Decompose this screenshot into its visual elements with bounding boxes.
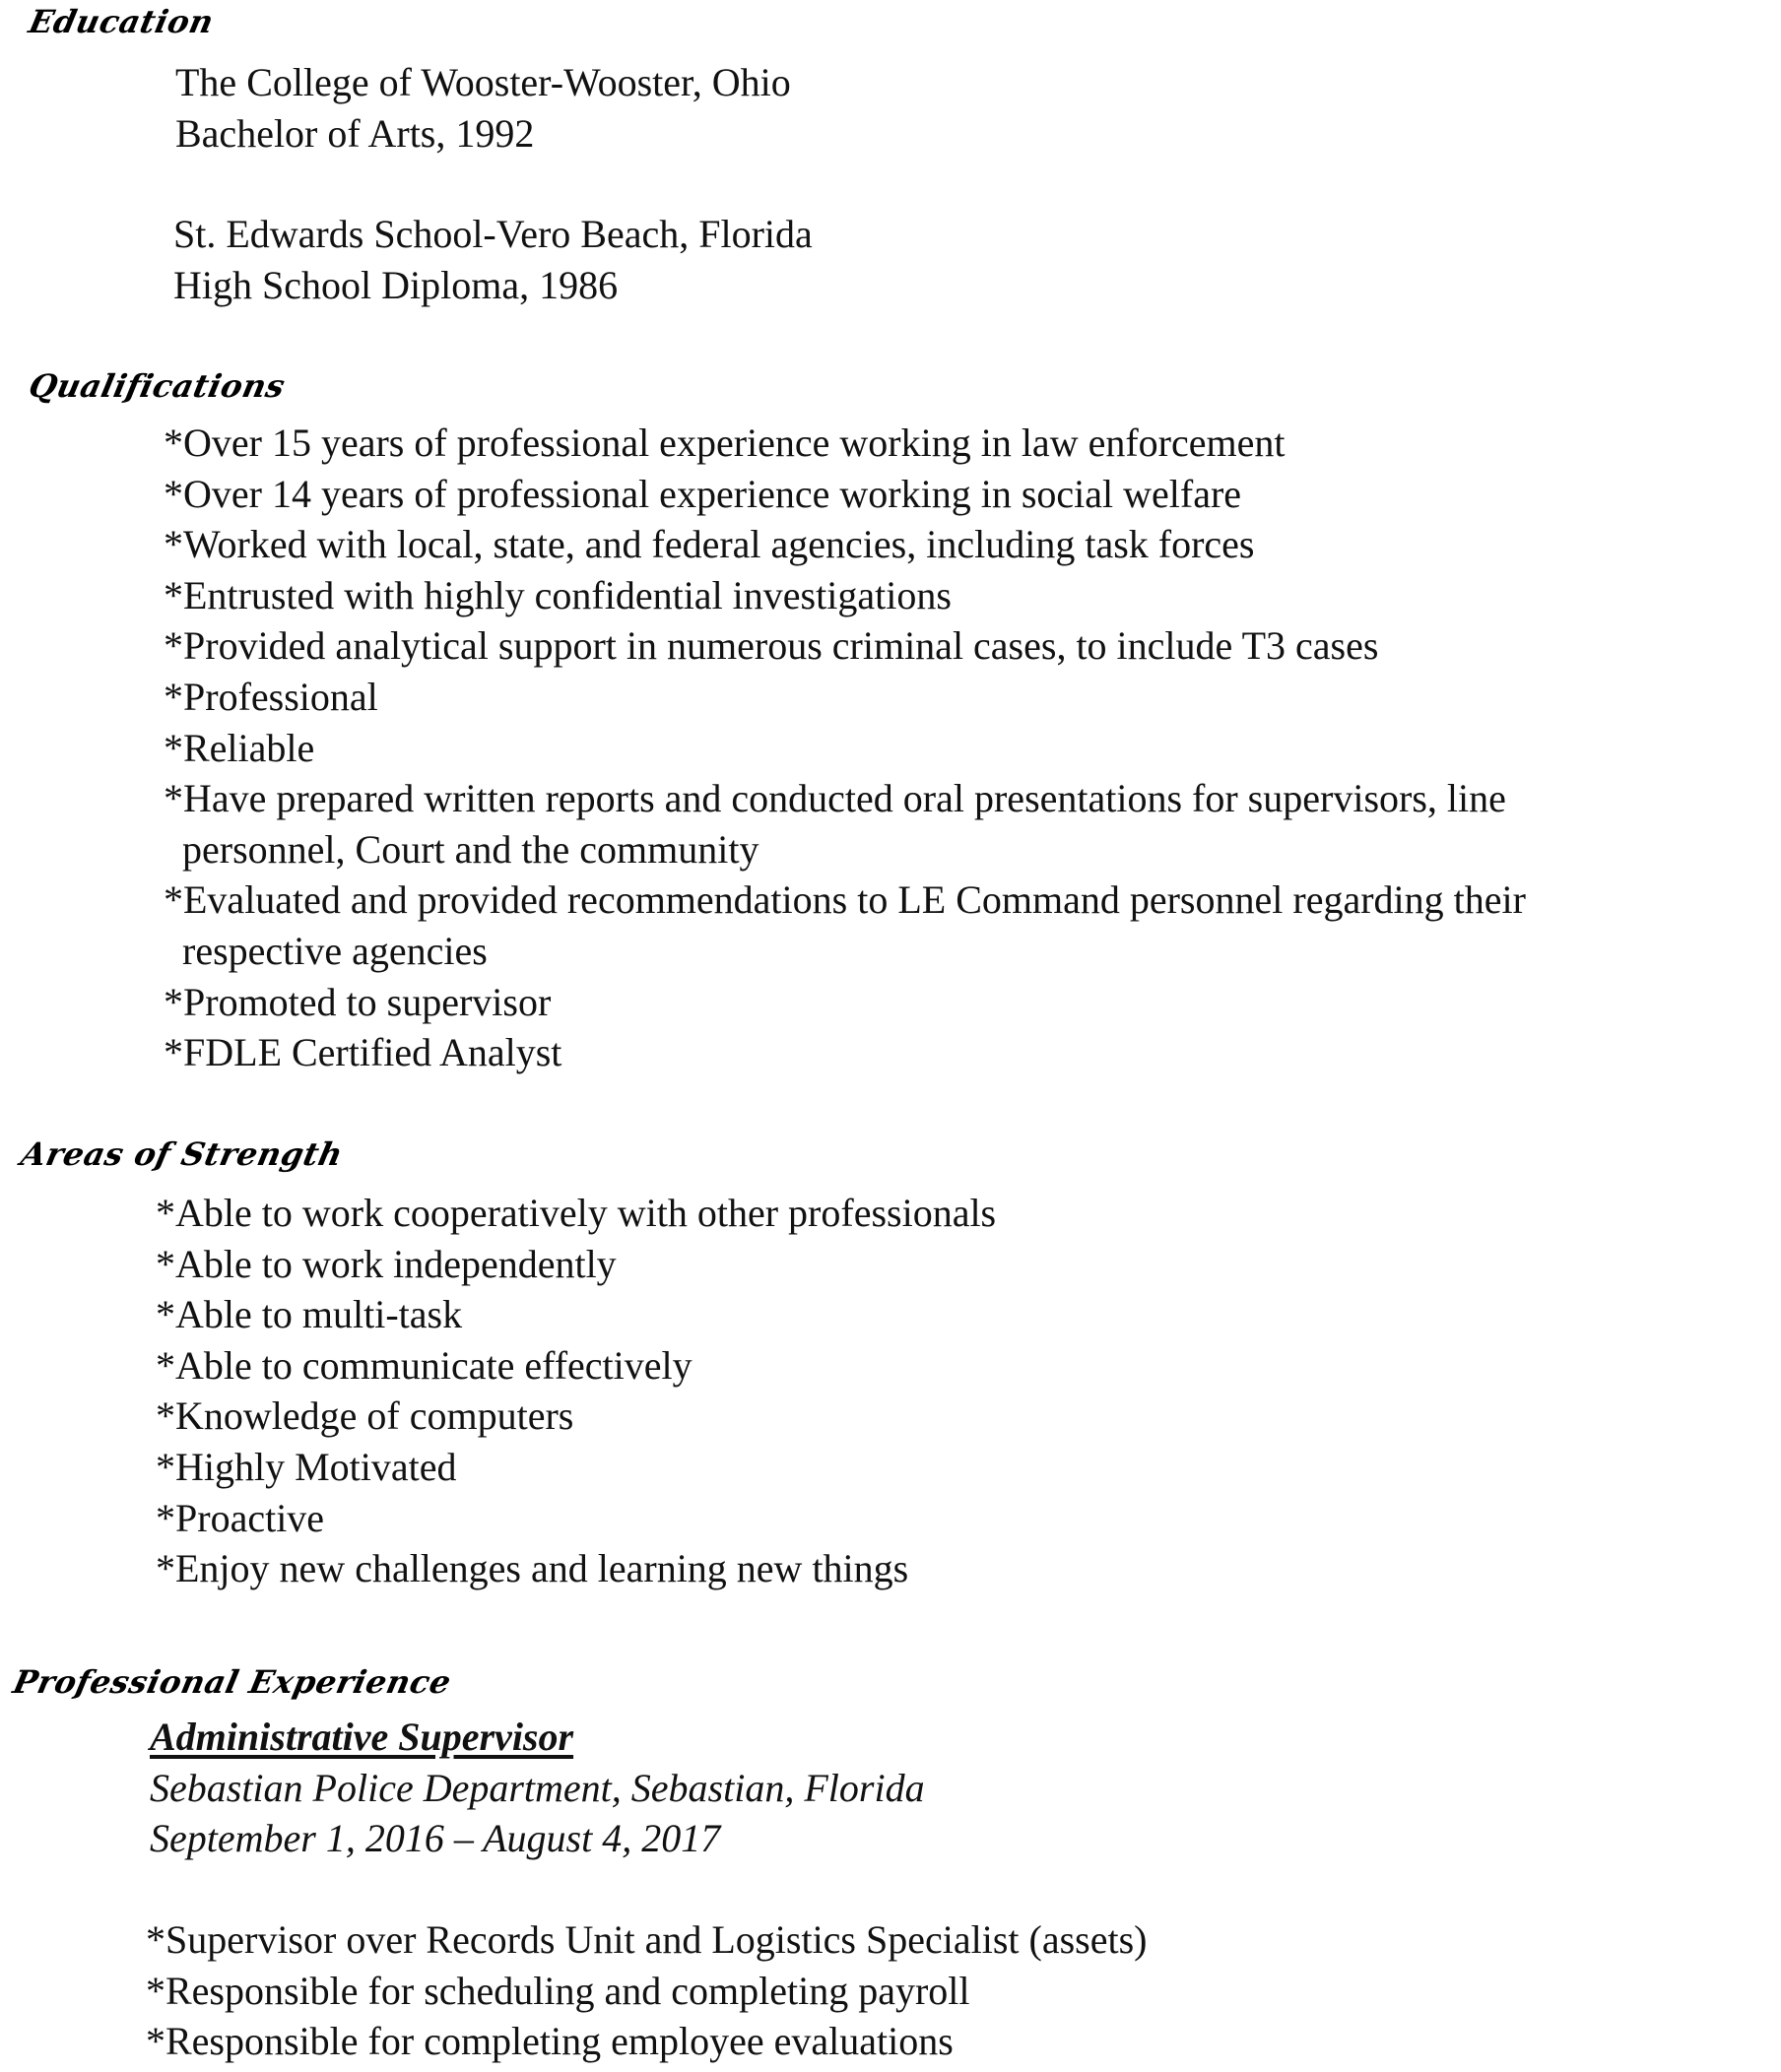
school-credential: Bachelor of Arts, 1992: [175, 110, 535, 156]
strengths-heading: Areas of Strength: [17, 1135, 347, 1173]
list-item: *Able to communicate effectively: [156, 1342, 693, 1388]
list-item: *Able to multi-task: [156, 1292, 463, 1337]
list-item: *Provided analytical support in numerous criminal cases, to include T3 cases: [164, 623, 1379, 669]
job-dates: September 1, 2016 – August 4, 2017: [150, 1816, 721, 1861]
list-item: *Entrusted with highly confidential investigations: [164, 572, 952, 617]
list-item: *Responsible for scheduling and completing payroll: [146, 1968, 970, 2013]
list-item: *Over 14 years of professional experience working in social welfare: [164, 471, 1242, 516]
list-item: *Enjoy new challenges and learning new things: [156, 1546, 909, 1591]
list-item: *Supervisor over Records Unit and Logistics Specialist (assets): [146, 1917, 1148, 1962]
list-item: *Worked with local, state, and federal agencies, including task forces: [164, 522, 1255, 567]
education-list: [175, 57, 791, 159]
school-name: St. Edwards School-Vero Beach, Florida: [173, 212, 813, 256]
list-item: *Have prepared written reports and conducted oral presentations for supervisors, line: [164, 776, 1506, 821]
list-item: *Reliable: [164, 725, 315, 770]
strengths-list: [156, 1188, 996, 1594]
list-item-continuation: personnel, Court and the community: [182, 826, 759, 872]
qualifications-list: [164, 418, 1526, 1078]
list-item: *Proactive: [156, 1495, 325, 1540]
list-item: *Promoted to supervisor: [164, 979, 552, 1024]
list-item: *Able to work independently: [156, 1241, 617, 1286]
list-item: *Professional: [164, 674, 378, 719]
school-credential: High School Diploma, 1986: [173, 262, 619, 307]
list-item: *Responsible for completing employee evaluations: [146, 2019, 954, 2064]
list-item: *Highly Motivated: [156, 1444, 457, 1489]
job-duties-list: [146, 1914, 1147, 2067]
list-item: *Over 15 years of professional experience working in law enforcement: [164, 421, 1286, 465]
education-list-2: [173, 209, 813, 310]
job-employer: Sebastian Police Department, Sebastian, Florida: [150, 1765, 925, 1810]
experience-heading: Professional Experience: [9, 1663, 455, 1701]
list-item: *Evaluated and provided recommendations to LE Command personnel regarding their: [164, 877, 1526, 923]
school-name: The College of Wooster-Wooster, Ohio: [175, 60, 791, 104]
job-title: Administrative Supervisor: [150, 1715, 574, 1759]
list-item: *FDLE Certified Analyst: [164, 1030, 562, 1075]
education-heading: Education: [25, 3, 218, 40]
job-header: [150, 1712, 925, 1864]
list-item: *Knowledge of computers: [156, 1393, 574, 1439]
list-item-continuation: respective agencies: [182, 928, 488, 973]
qualifications-heading: Qualifications: [25, 367, 289, 405]
list-item: *Able to work cooperatively with other professionals: [156, 1191, 997, 1235]
